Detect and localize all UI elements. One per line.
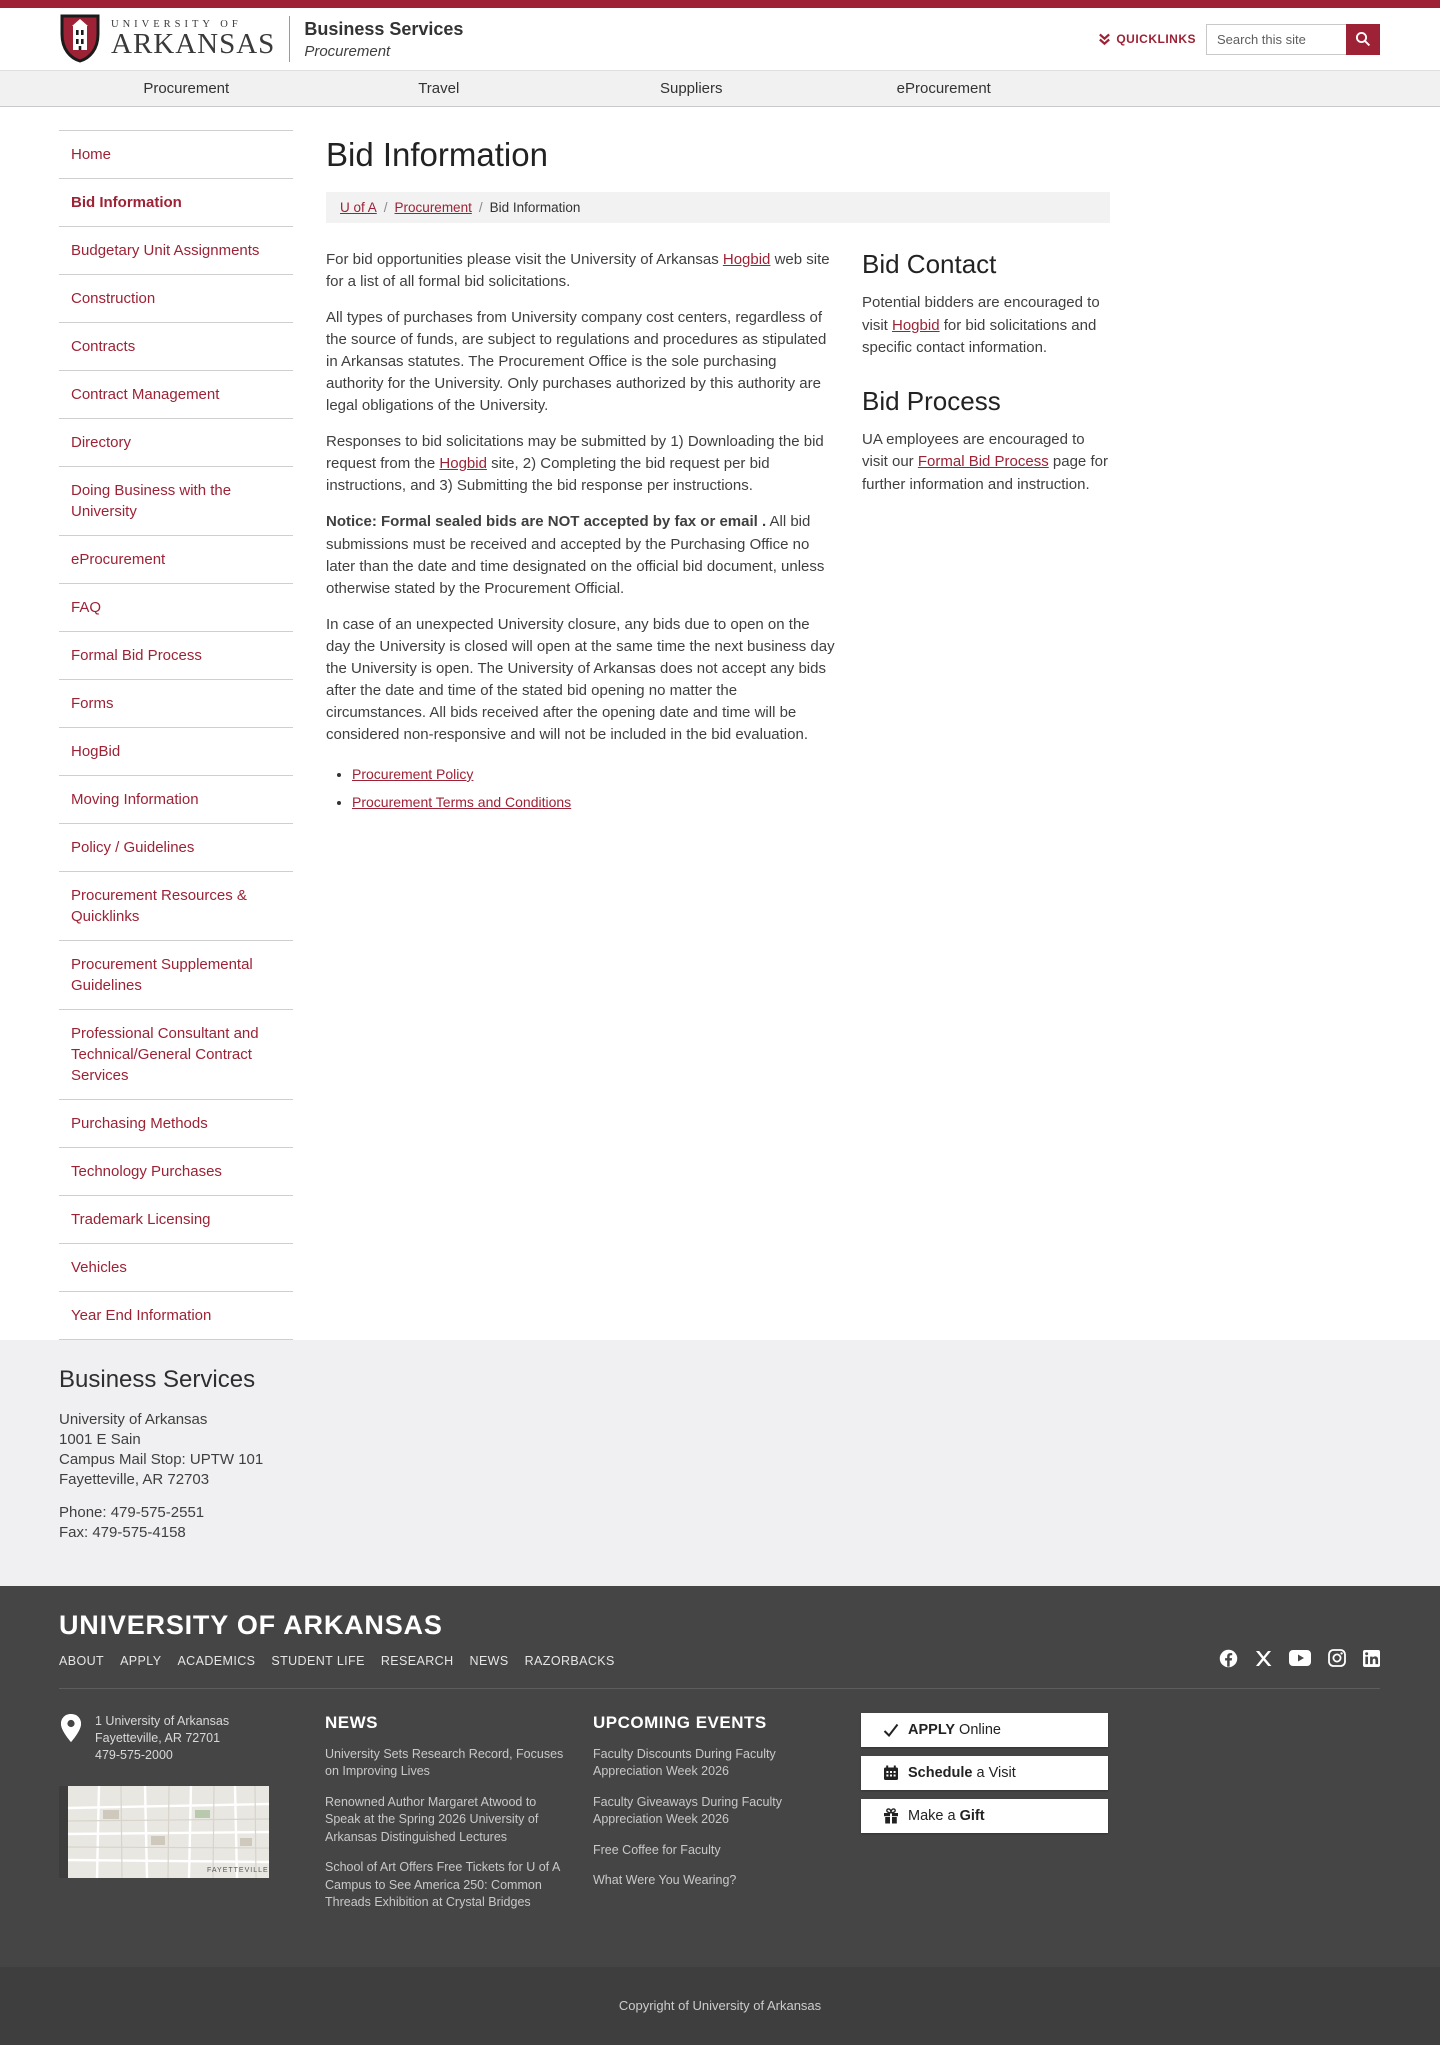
footer-address-line: 479-575-2000	[95, 1748, 173, 1763]
footer-nav-link[interactable]: STUDENT LIFE	[271, 1653, 365, 1668]
dept-address-line: Fayetteville, AR 72703	[59, 1471, 210, 1489]
university-footer-title: UNIVERSITY OF ARKANSAS	[59, 1609, 443, 1640]
sidebar-item-link[interactable]: Technology Purchases	[71, 1163, 222, 1180]
sidebar-item-link[interactable]: Doing Business with the University	[71, 482, 232, 520]
policy-list-item	[352, 764, 836, 785]
sidebar-item	[59, 1292, 293, 1340]
sidebar-item-link[interactable]: Budgetary Unit Assignments	[71, 242, 260, 259]
page-title: Bid Information	[326, 136, 548, 173]
sidebar-item	[59, 941, 293, 1010]
quicklinks-label: QUICKLINKS	[1116, 32, 1196, 46]
sidebar-item-link[interactable]: Year End Information	[71, 1307, 212, 1324]
breadcrumb-separator: /	[383, 200, 388, 215]
schedule-visit-button[interactable]	[861, 1756, 1108, 1790]
department-footer	[0, 1340, 1440, 1586]
paragraph-5: In case of an unexpected University closure, any bids due to open on the day the University is closed will open at the same time the next business day the University is open. The University of Arkansas does not accept any bids after the date and time of the stated bid opening no matter the circumstances. All bids received after the opening date and time will be considered non-responsive and will not be included in the bid evaluation.	[326, 615, 835, 743]
university-shield-icon	[59, 14, 101, 64]
breadcrumb-home-link[interactable]: U of A	[340, 200, 377, 215]
paragraph-text: For bid opportunities please visit the University of Arkansas	[326, 251, 723, 268]
campus-map-thumbnail[interactable]	[59, 1786, 269, 1878]
hogbid-link[interactable]: Hogbid	[439, 455, 487, 473]
wordmark-line1: UNIVERSITY OF	[111, 19, 242, 30]
primary-nav-item	[818, 71, 1071, 106]
sidebar-item-link[interactable]: Professional Consultant and Technical/General Contract Services	[71, 1025, 259, 1084]
news-item	[325, 1746, 575, 1781]
event-link[interactable]: Faculty Giveaways During Faculty Appreciation Week 2026	[593, 1794, 782, 1827]
breadcrumb-section-link[interactable]: Procurement	[394, 200, 472, 215]
sidebar-item-link[interactable]: Vehicles	[71, 1259, 127, 1276]
paragraph-3	[326, 431, 836, 497]
sidebar-item	[59, 872, 293, 941]
policy-list-item	[352, 792, 836, 813]
sidebar-item-link[interactable]: Moving Information	[71, 791, 199, 808]
event-item	[593, 1872, 843, 1890]
sidebar-item-link[interactable]: Formal Bid Process	[71, 647, 202, 664]
sidebar-item	[59, 1196, 293, 1244]
notice-paragraph	[326, 511, 836, 599]
paragraph-text: Potential bidders are encouraged to visit	[862, 294, 1100, 334]
map-label: FAYETTEVILLE	[207, 1867, 269, 1875]
x-link[interactable]	[1255, 1650, 1272, 1667]
footer-address	[95, 1713, 229, 1765]
site-title[interactable]: Business Services	[304, 18, 464, 39]
sidebar-item	[59, 371, 293, 419]
event-link[interactable]: What Were You Wearing?	[593, 1873, 737, 1888]
map-marker-icon	[59, 1713, 83, 1743]
primary-nav-link[interactable]: Suppliers	[659, 80, 723, 97]
dept-phone: Phone: 479-575-2551	[59, 1504, 205, 1522]
sidebar-item-link[interactable]: Construction	[71, 290, 156, 307]
make-gift-button[interactable]	[861, 1799, 1108, 1833]
sidebar-item	[59, 179, 293, 227]
section-sidebar	[59, 130, 293, 1340]
sidebar-item	[59, 1100, 293, 1148]
sidebar-item-link[interactable]: Contracts	[71, 338, 136, 355]
paragraph-text: Responses to bid solicitations may be submitted by 1) Downloading the bid request from the	[326, 433, 824, 473]
sidebar-item	[59, 824, 293, 872]
sidebar-item	[59, 1244, 293, 1292]
copyright-bar	[0, 1967, 1440, 2045]
dept-address-line: Campus Mail Stop: UPTW 101	[59, 1451, 264, 1469]
search-button[interactable]	[1346, 24, 1380, 55]
button-text: a Visit	[972, 1764, 1016, 1781]
youtube-icon	[1289, 1650, 1311, 1666]
sidebar-item-link[interactable]: Policy / Guidelines	[71, 839, 195, 856]
bid-process-text	[862, 429, 1110, 497]
news-link[interactable]: University Sets Research Record, Focuses on Improving Lives	[325, 1746, 564, 1779]
sidebar-item-link[interactable]: Home	[71, 146, 112, 163]
linkedin-icon	[1363, 1650, 1380, 1667]
linkedin-link[interactable]	[1363, 1650, 1380, 1667]
footer-address-line: Fayetteville, AR 72701	[95, 1730, 221, 1745]
paragraph-1	[326, 249, 836, 293]
footer-actions-column	[861, 1713, 1108, 1925]
primary-nav-link[interactable]: Procurement	[143, 80, 230, 97]
footer-nav-link[interactable]: RESEARCH	[380, 1653, 454, 1668]
social-links	[1219, 1649, 1380, 1670]
footer-nav-item	[177, 1652, 255, 1670]
apply-online-button[interactable]	[861, 1713, 1108, 1747]
site-header	[0, 8, 1440, 70]
university-footer-nav	[59, 1652, 615, 1670]
site-subtitle: Procurement	[304, 42, 391, 60]
primary-nav-link[interactable]: eProcurement	[896, 80, 991, 97]
primary-nav-item	[565, 71, 818, 106]
facebook-link[interactable]	[1219, 1649, 1238, 1668]
footer-address-line: 1 University of Arkansas	[95, 1713, 230, 1728]
news-link[interactable]: School of Art Offers Free Tickets for U of A Campus to See America 250: Common Threads Exhibition at Crystal Bridges	[325, 1860, 560, 1910]
sidebar-item	[59, 1010, 293, 1100]
sidebar-item	[59, 584, 293, 632]
copyright-text: Copyright of University of Arkansas	[618, 1998, 822, 2014]
wordmark-line2: ARKANSAS	[111, 28, 276, 60]
policy-link[interactable]: Procurement Terms and Conditions	[352, 793, 572, 810]
footer-nav-item	[120, 1652, 161, 1670]
sidebar-item	[59, 1148, 293, 1196]
brand-divider	[289, 16, 290, 62]
footer-nav-link[interactable]: ABOUT	[59, 1653, 105, 1668]
sidebar-item	[59, 467, 293, 536]
sidebar-item-link[interactable]: Bid Information	[71, 194, 182, 211]
sidebar-item	[59, 776, 293, 824]
sidebar-item-link[interactable]: eProcurement	[71, 551, 166, 568]
primary-nav-item	[313, 71, 566, 106]
search-input[interactable]	[1206, 24, 1346, 55]
sidebar-item-link[interactable]: FAQ	[71, 599, 102, 616]
event-item	[593, 1746, 843, 1781]
paragraph-text: page for further information and instruction.	[862, 453, 1108, 493]
news-heading: NEWS	[325, 1712, 378, 1732]
hogbid-link[interactable]: Hogbid	[892, 316, 940, 334]
notice-bold-text: Notice: Formal sealed bids are NOT accepted by fax or email .	[326, 513, 767, 531]
bid-process-heading: Bid Process	[862, 385, 1001, 416]
footer-nav-link[interactable]: ACADEMICS	[177, 1653, 256, 1668]
primary-nav-link[interactable]: Travel	[418, 80, 460, 97]
sidebar-item-link[interactable]: Procurement Supplemental Guidelines	[71, 956, 253, 994]
quicklinks-button[interactable]	[1098, 32, 1196, 46]
event-item	[593, 1794, 843, 1829]
sidebar-item	[59, 536, 293, 584]
gift-icon	[883, 1808, 899, 1824]
calendar-icon	[883, 1765, 899, 1781]
sidebar-item	[59, 632, 293, 680]
footer-nav-item	[470, 1652, 509, 1670]
footer-events-column	[593, 1713, 843, 1925]
search-icon	[1355, 31, 1371, 47]
youtube-link[interactable]	[1289, 1650, 1311, 1666]
footer-nav-link[interactable]: RAZORBACKS	[524, 1653, 615, 1668]
check-icon	[883, 1723, 899, 1737]
policy-links-list	[334, 764, 836, 812]
button-text: Make a	[908, 1807, 960, 1824]
sidebar-item	[59, 323, 293, 371]
sidebar-item-link[interactable]: HogBid	[71, 743, 121, 760]
sidebar-item	[59, 227, 293, 275]
article-body	[326, 249, 836, 819]
instagram-link[interactable]	[1328, 1649, 1346, 1667]
double-chevron-down-icon	[1098, 33, 1111, 46]
news-link[interactable]: Renowned Author Margaret Atwood to Speak at the Spring 2026 University of Arkansas Distinguished Lectures	[325, 1794, 539, 1844]
sidebar-item-link[interactable]: Contract Management	[71, 386, 220, 403]
dept-address-line: University of Arkansas	[59, 1411, 208, 1428]
hogbid-link[interactable]: Hogbid	[722, 251, 771, 268]
instagram-icon	[1328, 1649, 1346, 1667]
breadcrumb	[326, 192, 1110, 223]
dept-address-line: 1001 E Sain	[59, 1431, 141, 1449]
sidebar-item-link[interactable]: Purchasing Methods	[71, 1115, 208, 1132]
dept-footer-title: Business Services	[59, 1366, 256, 1393]
policy-link[interactable]: Procurement Policy	[352, 765, 474, 782]
breadcrumb-separator: /	[478, 200, 483, 215]
footer-nav-item	[59, 1652, 104, 1670]
sidebar-item-link[interactable]: Forms	[71, 695, 114, 712]
x-icon	[1255, 1650, 1272, 1667]
university-wordmark	[111, 19, 275, 59]
bid-contact-heading: Bid Contact	[862, 249, 997, 279]
right-rail	[862, 249, 1110, 819]
footer-nav-item	[271, 1652, 364, 1670]
dept-fax: Fax: 479-575-4158	[59, 1524, 186, 1542]
footer-nav-item	[525, 1652, 615, 1670]
paragraph-text: site, 2) Completing the bid request per bid instructions, and 3) Submitting the bid response per instructions.	[326, 455, 770, 495]
sidebar-item	[59, 419, 293, 467]
top-accent-bar	[0, 0, 1440, 8]
sidebar-item-link[interactable]: Trademark Licensing	[71, 1211, 211, 1228]
university-logo[interactable]	[59, 14, 463, 64]
primary-nav	[0, 70, 1440, 107]
button-text: Online	[955, 1721, 1001, 1738]
button-bold-text: Gift	[959, 1807, 985, 1824]
event-link[interactable]: Free Coffee for Faculty	[593, 1842, 721, 1857]
news-item	[325, 1859, 575, 1912]
footer-news-column	[325, 1713, 575, 1925]
sidebar-item	[59, 131, 293, 179]
news-item	[325, 1794, 575, 1847]
bid-contact-text	[862, 292, 1110, 360]
event-link[interactable]: Faculty Discounts During Faculty Appreciation Week 2026	[593, 1746, 776, 1779]
sidebar-item	[59, 680, 293, 728]
paragraph-2: All types of purchases from University company cost centers, regardless of the source of funds, are subject to regulations and procedures as stipulated in Arkansas statutes. The Procurement Office is the sole purchasing authority for the University. Only purchases authorized by this authority are legal obligations of the University.	[326, 309, 827, 415]
sidebar-item-link[interactable]: Directory	[71, 434, 132, 451]
footer-nav-item	[381, 1652, 454, 1670]
button-bold-text: APPLY	[908, 1721, 956, 1738]
events-heading: UPCOMING EVENTS	[593, 1712, 767, 1732]
sidebar-item	[59, 728, 293, 776]
notice-rest-text: All bid submissions must be received and accepted by the Purchasing Office no later than the date and time designated on the official bid document, unless otherwise stated by the Procurement Official.	[326, 513, 825, 597]
footer-nav-link[interactable]: NEWS	[469, 1653, 509, 1668]
paragraph-text: UA employees are encouraged to visit our	[862, 430, 1085, 470]
paragraph-text: web site for a list of all formal bid solicitations.	[326, 251, 830, 291]
breadcrumb-current: Bid Information	[489, 200, 581, 215]
footer-nav-link[interactable]: APPLY	[120, 1653, 162, 1668]
sidebar-item	[59, 275, 293, 323]
university-footer	[0, 1586, 1440, 1967]
facebook-icon	[1219, 1649, 1238, 1668]
event-item	[593, 1842, 843, 1860]
button-bold-text: Schedule	[908, 1764, 973, 1781]
paragraph-text: for bid solicitations and specific contact information.	[862, 316, 1097, 356]
primary-nav-item	[60, 71, 313, 106]
sidebar-item-link[interactable]: Procurement Resources & Quicklinks	[71, 887, 247, 925]
formal-bid-process-link[interactable]: Formal Bid Process	[917, 453, 1049, 470]
